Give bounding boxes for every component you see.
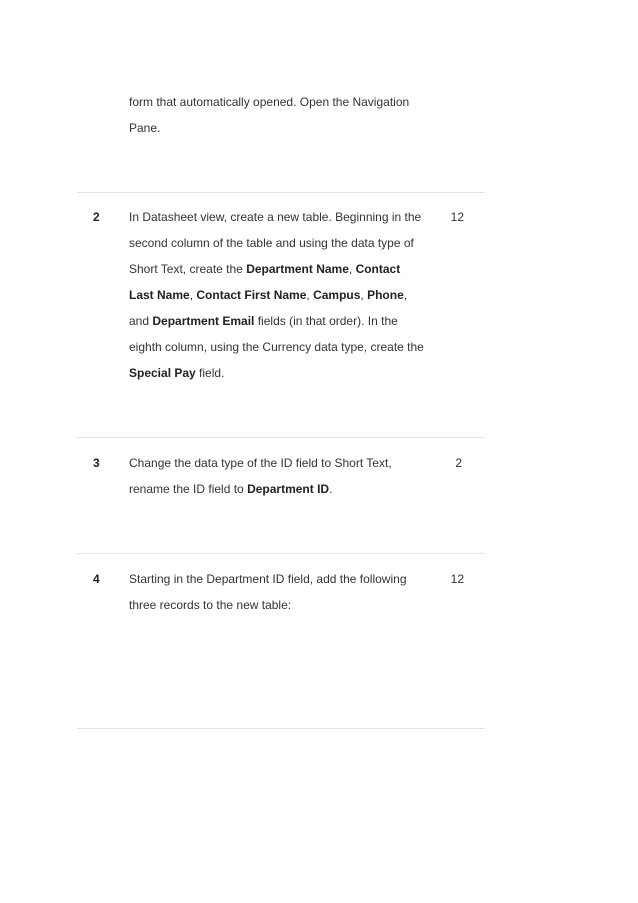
instruction-line: Last Name, Contact First Name, Campus, Phone, [129, 288, 408, 302]
field-name: Department ID [247, 482, 330, 496]
field-name: Contact First Name [196, 288, 307, 302]
step-number: 3 [93, 456, 100, 470]
field-name: Campus [313, 288, 361, 302]
step-instruction [129, 450, 429, 502]
intro-line: form that automatically opened. Open the Navigation [129, 95, 410, 109]
field-name: Phone [367, 288, 404, 302]
instruction-line: Change the data type of the ID field to Short Text, [129, 456, 392, 470]
instruction-line: Starting in the Department ID field, add the following [129, 572, 407, 586]
field-name: Special Pay [129, 366, 196, 380]
instruction-line: Short Text, create the Department Name, Contact [129, 262, 401, 276]
field-name: Department Email [152, 314, 255, 328]
intro-line: Pane. [129, 121, 161, 135]
instruction-line: and Department Email fields (in that order). In the [129, 314, 398, 328]
instruction-line: In Datasheet view, create a new table. Beginning in the [129, 210, 422, 224]
step-points: 2 [455, 456, 462, 470]
instruction-line: rename the ID field to Department ID. [129, 482, 333, 496]
step-number: 4 [93, 572, 100, 586]
step-points: 12 [450, 210, 464, 224]
instruction-line: Special Pay field. [129, 366, 225, 380]
field-name: Department Name [246, 262, 349, 276]
field-name: Last Name [129, 288, 190, 302]
instruction-line: eighth column, using the Currency data type, create the [129, 340, 424, 354]
instruction-line: three records to the new table: [129, 598, 292, 612]
step-instruction [129, 566, 429, 618]
instruction-line: second column of the table and using the data type of [129, 236, 414, 250]
step-instruction [129, 204, 429, 386]
step-points: 12 [450, 572, 464, 586]
field-name: Contact [355, 262, 401, 276]
row-divider [77, 192, 485, 193]
row-divider [77, 728, 485, 729]
intro-text [129, 89, 429, 141]
step-number: 2 [93, 210, 100, 224]
row-divider [77, 437, 485, 438]
row-divider [77, 553, 485, 554]
